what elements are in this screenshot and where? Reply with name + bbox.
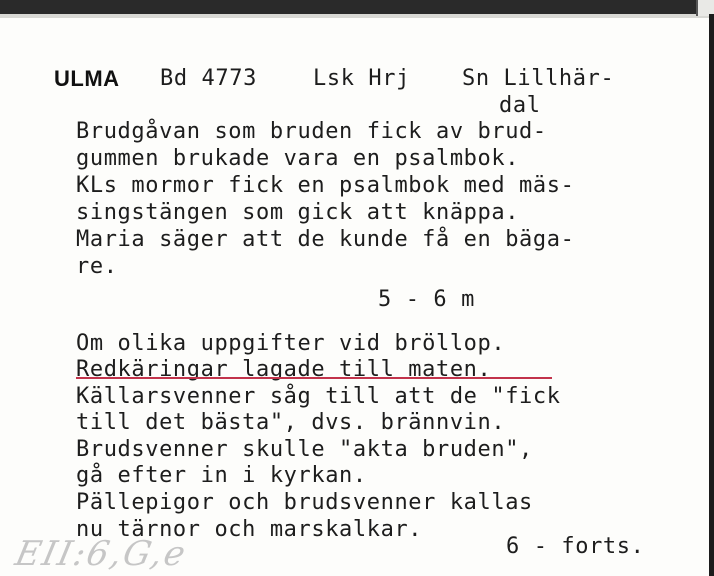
text-line: Om olika uppgifter vid bröllop. (76, 331, 506, 356)
continuation-marker: 6 - forts. (506, 534, 645, 559)
text-line-underlined: Redkäringar lagade till maten. (76, 357, 492, 382)
text-line: Källarsvenner såg till att de "fick (76, 384, 561, 409)
text-line: Maria säger att de kunde få en bäga- (76, 227, 575, 252)
text-line: gå efter in i kyrkan. (76, 463, 367, 488)
parish-label-cont: dal (499, 93, 541, 118)
scan-right-edge (709, 14, 714, 576)
text-line: nu tärnor och marskalkar. (76, 517, 423, 542)
text-line: gummen brukade vara en psalmbok. (76, 146, 520, 171)
text-line: singstängen som gick att knäppa. (76, 200, 520, 225)
parish-label: Sn Lillhär- (462, 66, 615, 91)
handwritten-note: EII:6,G,e (11, 534, 191, 574)
text-line: KLs mormor fick en psalmbok med mäs- (76, 173, 575, 198)
text-line: Brudsvenner skulle "akta bruden", (76, 437, 533, 462)
text-line: Brudgåvan som bruden fick av brud- (76, 119, 547, 144)
text-line: re. (76, 254, 118, 279)
text-line: Pällepigor och brudsvenner kallas (76, 490, 533, 515)
text-line: till det bästa", dvs. brännvin. (76, 410, 506, 435)
red-underline (76, 377, 552, 379)
region-label: Lsk Hrj (313, 66, 410, 91)
scan-top-shadow (0, 14, 714, 18)
archive-stamp: ULMA (54, 66, 120, 91)
scan-top-edge (0, 0, 714, 14)
page-marker: 5 - 6 m (378, 287, 475, 312)
volume-label: Bd 4773 (160, 66, 257, 91)
